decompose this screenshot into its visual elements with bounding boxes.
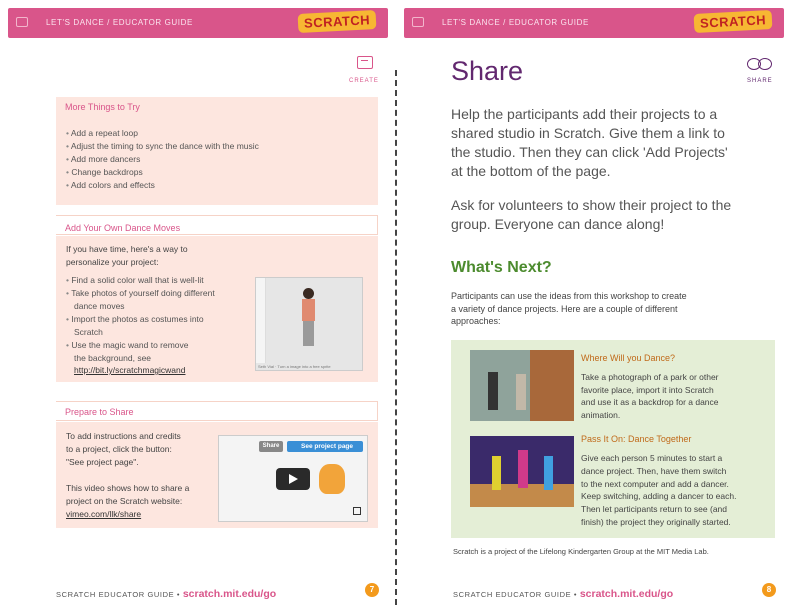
prepare-text-1: To add instructions and credits to a project, click the button: "See project page".: [66, 431, 181, 467]
idea-1-text: Take a photograph of a park or other favorite place, import it into Scratch and use it as a backdrop for a dance animation.: [581, 372, 719, 420]
footer-label: SCRATCH EDUCATOR GUIDE: [56, 590, 175, 599]
left-header-banner: [8, 8, 388, 38]
right-header-banner: [404, 8, 784, 38]
list-item: • Add colors and effects: [66, 179, 259, 192]
book-icon: [412, 17, 424, 27]
vimeo-link[interactable]: vimeo.com/llk/share: [66, 509, 142, 519]
list-item: • Use the magic wand to remove the background, see: [66, 339, 215, 365]
book-icon: [16, 17, 28, 27]
dance-moves-header: [56, 215, 378, 235]
left-header-title: LET'S DANCE / EDUCATOR GUIDE: [46, 18, 193, 27]
idea-1-title: Where Will you Dance?: [581, 353, 676, 363]
share-button[interactable]: Share: [259, 441, 283, 452]
create-label: CREATE: [349, 78, 379, 84]
right-footer: SCRATCH EDUCATOR GUIDE • scratch.mit.edu/go: [453, 588, 674, 600]
list-item: • Add a repeat loop: [66, 127, 259, 140]
scratch-logo: SCRATCH: [297, 10, 376, 33]
more-things-header: [56, 97, 378, 117]
left-footer: SCRATCH EDUCATOR GUIDE • scratch.mit.edu/go: [56, 588, 277, 600]
dance-moves-list: [66, 274, 215, 365]
more-things-list: [66, 127, 259, 192]
prepare-text-2: This video shows how to share a project on the Scratch website:: [66, 483, 190, 506]
page-number: 8: [762, 583, 776, 597]
magic-wand-link[interactable]: http://bit.ly/scratchmagicwand: [74, 365, 186, 375]
whats-next-title: What's Next?: [451, 259, 552, 276]
create-icon: [357, 56, 373, 69]
list-item: • Find a solid color wall that is well-lit: [66, 274, 215, 287]
list-item: • Change backdrops: [66, 166, 259, 179]
dancer-figure: [298, 288, 318, 348]
dance-moves-title: Add Your Own Dance Moves: [65, 223, 181, 233]
scratch-cat-icon: [319, 464, 345, 494]
play-icon[interactable]: [276, 468, 310, 490]
more-things-title: More Things to Try: [65, 102, 140, 112]
idea-2-text: Give each person 5 minutes to start a dance project. Then, have them switch to the next computer and add a dancer. Keep switching, adding a dancer to each. Then let participants return to see (and finish) the project they originally started.: [581, 453, 737, 527]
footer-label: SCRATCH EDUCATOR GUIDE: [453, 590, 572, 599]
list-item: • Add more dancers: [66, 153, 259, 166]
scratch-logo: SCRATCH: [693, 10, 772, 33]
whats-next-text: Participants can use the ideas from this workshop to create a variety of dance projects. Here are a couple of different approaches:: [451, 291, 687, 326]
share-icon: [746, 58, 774, 74]
dance-place-photo: [470, 350, 574, 421]
share-video[interactable]: [218, 435, 368, 522]
photo-caption: Seth Vial · Turn a image into a free sprite: [258, 364, 331, 369]
share-label: SHARE: [747, 78, 773, 84]
see-project-page-button[interactable]: See project page: [287, 441, 363, 452]
list-item: • Adjust the timing to sync the dance with the music: [66, 140, 259, 153]
right-header-title: LET'S DANCE / EDUCATOR GUIDE: [442, 18, 589, 27]
share-paragraph-1: Help the participants add their projects to a shared studio in Scratch. Give them a link to the studio. Then they can click 'Add Projects' at the bottom of the page.: [451, 106, 728, 179]
prepare-header: [56, 401, 378, 421]
share-paragraph-2: Ask for volunteers to show their project to the group. Everyone can dance along!: [451, 197, 732, 232]
footer-url[interactable]: scratch.mit.edu/go: [579, 588, 674, 600]
dance-party-photo: [470, 436, 574, 507]
share-title: Share: [451, 56, 524, 86]
fullscreen-icon[interactable]: [353, 507, 361, 515]
dance-moves-intro: If you have time, here's a way to personalize your project:: [66, 244, 188, 267]
list-item: • Take photos of yourself doing different dance moves: [66, 287, 215, 313]
list-item: • Import the photos as costumes into Scratch: [66, 313, 215, 339]
paint-toolbar: [256, 278, 266, 363]
footer-url[interactable]: scratch.mit.edu/go: [182, 588, 277, 600]
dancer-photo: [255, 277, 363, 371]
credit-line: Scratch is a project of the Lifelong Kindergarten Group at the MIT Media Lab.: [453, 547, 709, 556]
idea-2-title: Pass It On: Dance Together: [581, 434, 692, 444]
prepare-title: Prepare to Share: [65, 407, 134, 417]
page-number: 7: [365, 583, 379, 597]
